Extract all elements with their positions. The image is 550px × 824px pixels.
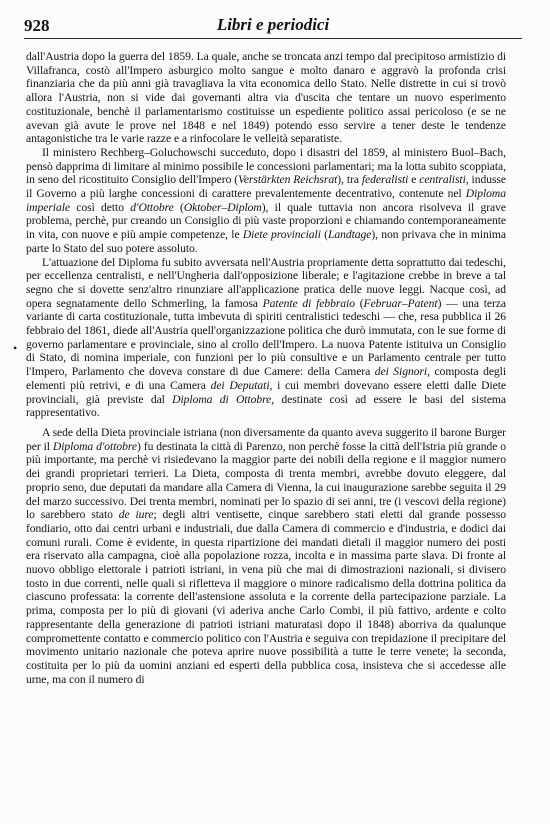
text-run: ) fu destinata la città di Parenzo, non perchè fosse la città dell'Istria più grande o più importante, ma perchè vi risiedevano la maggior parte dei nobili della regione e il maggior numero dei grandi proprietari terrieri. La Dieta, composta di trenta membri, avrebbe dovuto eleggere, dal proprio seno, due deputati da mandare alla Camera di Vienna, la cui inaugurazione sarebbe seguita il 29 del marzo successivo. Dei trenta membri, nominati per lo spazio di sei anni, tre (i vescovi della regione) lo sarebbero stato xyxy=(26,439,506,522)
italic-text: centralisti xyxy=(419,173,466,187)
italic-text: dei Deputati xyxy=(210,378,270,392)
italic-text: Diploma di Ottobre xyxy=(172,392,272,406)
text-run: dall'Austria dopo la guerra del 1859. La quale, anche se troncata anzi tempo dal precipitoso armistizio di Villafranca, costò all'Impero asburgico molto sangue e molto danaro e aggravò la profonda crisi finanziaria che da più anni già travagliava la vita economica dello Stato. Nelle distrette in cui si trovò allora l'Austria, non si vide dai governanti altra via d'uscita che tentare un nuovo esperimento costituzionale, benchè il parlamentarismo costituisse un espediente politico assai pericoloso (e se ne avevan già avute le prove nel 1848 e nel 1849) potendo esso servire a tener deste le tendenze antagonistiche tra le varie razze e a rinfocolare le velleità separatiste. xyxy=(26,50,506,146)
text-run: , i cui membri dovevano essere eletti dalle Diete provinciali, già previste dal xyxy=(26,378,506,406)
text-run: ), tra xyxy=(337,173,362,187)
text-run: così detto xyxy=(69,200,131,214)
page-number: 928 xyxy=(24,16,50,35)
italic-text: dei Signori xyxy=(374,365,428,379)
text-run: L'attuazione del Diploma fu subito avversata nell'Austria propriamente detta soprattutto dai tedeschi, per eccellenza centralisti, e nell'Ungheria dall'opposizione liberale; e l'agitazione crebbe in breve a tal segno che si dovette senz'altro rinunziare all'applicazione pratica delle nuove leggi. Nacque così, ad opera segnatamente dello Schmerling, la famosa xyxy=(26,255,506,310)
text-run: ) — una terza variante di carta costituzionale, tutta imbevuta di spiriti centralistici tedeschi — che, resa pubblica il 26 febbraio del 1861, diede all'Austria quell'organizzazione politica che durò immutata, con le sue forme di governo parlamentare e provinciale, sino al crollo dell'Impero. La nuova Patente istituiva un Consiglio di Stato, di nomina imperiale, con funzioni per lo più consultive e un Parlamento centrale per tutto l'Impero, Parlamento che doveva constare di due Camere: della Camera xyxy=(26,296,507,379)
text-run: ( xyxy=(173,200,184,214)
italic-text: federalisti xyxy=(361,173,409,187)
page-header xyxy=(24,14,522,39)
italic-text: Diploma d'ottobre xyxy=(52,439,137,453)
text-run: e xyxy=(408,173,420,187)
paragraph xyxy=(26,256,506,420)
text-run: ), non privava che in minima parte lo Stato del suo potere assoluto. xyxy=(26,228,506,255)
text-run: ), il quale tuttavia non ancora risolveva il grave problema, perchè, pur creando un Consiglio di più vaste proporzioni e chiamando contemporaneamente in vita, con nuove e più ampie competenze, le xyxy=(26,200,506,242)
paragraph xyxy=(26,146,506,256)
text-run: , composta degli elementi più retrivi, e di una Camera xyxy=(26,365,507,392)
italic-text: Oktober–Diplom xyxy=(183,200,262,214)
margin-mark: • xyxy=(13,341,18,355)
text-run: Il ministero Rechberg–Goluchowschi succeduto, dopo i disastri del 1859, al ministero Buol–Bach, pensò dapprima di limitare al minimo possibile le concessioni parlamentari; ma la lotta subito scoppiata, in seno del ricostituito Consiglio dell'Impero ( xyxy=(26,145,506,187)
text-run: A sede della Dieta provinciale istriana (non diversamente da quanto aveva suggerito il barone Burger per il xyxy=(26,425,506,453)
italic-text: Februar–Patent xyxy=(363,296,438,310)
italic-text: Patente di febbraio xyxy=(262,296,355,310)
italic-text: Diploma imperiale xyxy=(26,187,506,214)
text-run: ( xyxy=(320,228,328,242)
text-run: ; degli altri ventisette, cinque sarebbero stati eletti dal grande possesso fondiario, otto dai centri urbani e industriali, due dalla Camera di commercio e d'industria, e dodici dai comuni rurali. Come è evidente, in questa ripartizione dei mandati dietali il maggior numero dei posti era riservato alla campagna, cioè alla popolazione rozza, incolta e in massima parte slava. Di fronte al nuovo obbligo elettorale i patrioti istriani, in vena più che mai di dimostrazioni nazionali, si divisero tosto in due correnti, nelle quali si rifletteva il maggiore o minore radicalismo della dottrina politica da ciascuno professata: la corrente dell'astensione assoluta e la corrente della partecipazione parziale. La prima, composta per lo più di giovani (vi aderiva anche Carlo Combi, il più fattivo, ardente e colto rappresentante della generazione di patrioti istriani maturatasi dopo il 1848) aborriva da qualunque compromettente contatto e commercio politico con l'Austria e seguiva con trepidazione il precipitare del movimento unitario nazionale che poteva aprire nuove possibilità a tutte le terre venete; la seconda, costituita per lo più da uomini anziani ed esperti della pubblica cosa, insisteva che si accedesse alle urne, ma con il numero di xyxy=(26,508,506,686)
paragraph xyxy=(26,426,506,686)
italic-text: Diete provinciali xyxy=(242,228,321,242)
text-run: , destinate così ad essere le basi del sistema rappresentativo. xyxy=(26,392,506,420)
italic-text: Verstärkten Reichsrat xyxy=(238,173,338,187)
text-run: ( xyxy=(354,296,364,310)
italic-text: Landtage xyxy=(327,228,372,242)
italic-text: d'Ottobre xyxy=(130,200,174,214)
body-text xyxy=(26,50,506,686)
italic-text: de iure xyxy=(118,508,154,522)
running-title: Libri e periodici xyxy=(216,15,330,34)
paragraph xyxy=(26,50,506,146)
text-run: , indusse il Governo a più larghe concessioni di carattere prevalentemente decentrativo, contenute nel xyxy=(26,173,506,201)
